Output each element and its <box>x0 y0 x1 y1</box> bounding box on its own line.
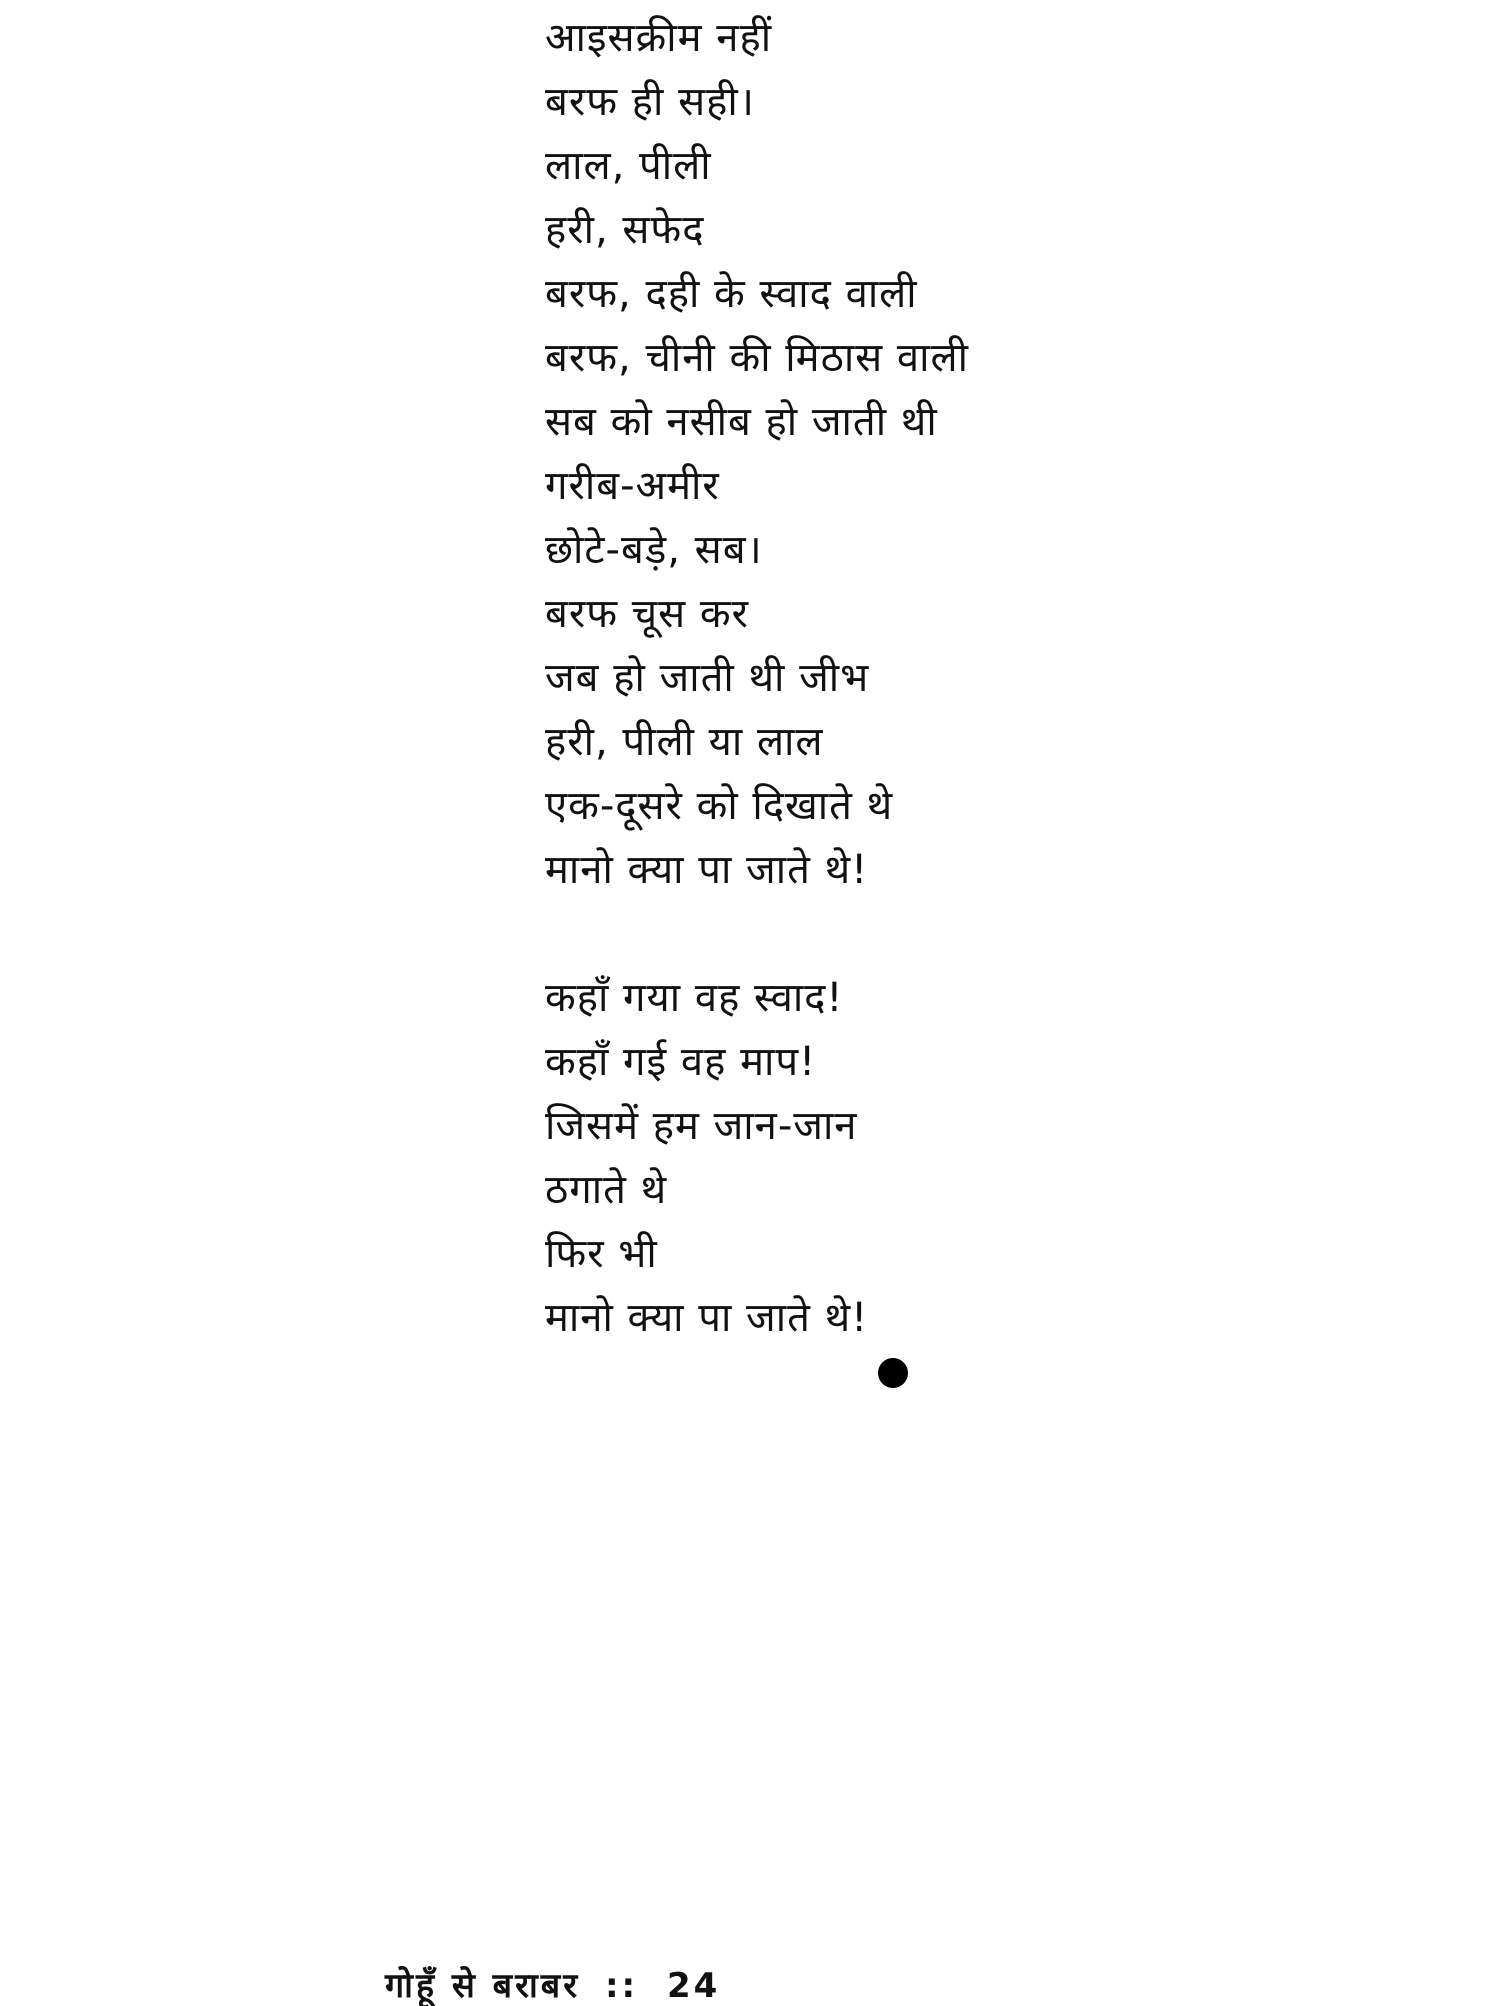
poem-line: बरफ, चीनी की मिठास वाली <box>545 335 970 381</box>
poem-line: ठगाते थे <box>545 1167 668 1213</box>
poem-line: मानो क्या पा जाते थे! <box>545 847 869 893</box>
page-number: 24 <box>667 1966 721 2006</box>
poem <box>545 6 1245 1350</box>
poem-line: बरफ, दही के स्वाद वाली <box>545 271 918 317</box>
poem-line: एक-दूसरे को दिखाते थे <box>545 783 894 829</box>
footer-separator: :: <box>604 1966 639 2006</box>
poem-line: हरी, पीली या लाल <box>545 719 824 765</box>
poem-line: फिर भी <box>545 1231 658 1277</box>
stanza-break <box>545 902 1245 966</box>
poem-line: आइसक्रीम नहीं <box>545 15 773 61</box>
poem-line: जब हो जाती थी जीभ <box>545 655 870 701</box>
poem-line: सब को नसीब हो जाती थी <box>545 399 938 445</box>
page-footer <box>385 1968 720 2004</box>
poem-line: गरीब-अमीर <box>545 463 720 509</box>
poem-line: जिसमें हम जान-जान <box>545 1103 858 1149</box>
poem-line: बरफ चूस कर <box>545 591 749 637</box>
poem-line: छोटे-बड़े, सब। <box>545 527 763 573</box>
poem-line: कहाँ गया वह स्वाद! <box>545 975 844 1021</box>
end-of-poem-bullet-icon <box>878 1358 908 1388</box>
poem-line: मानो क्या पा जाते थे! <box>545 1295 869 1341</box>
poem-stanza-1 <box>545 6 1245 902</box>
poem-line: हरी, सफेद <box>545 207 705 253</box>
poem-line: बरफ ही सही। <box>545 79 755 125</box>
poem-line: लाल, पीली <box>545 143 712 189</box>
footer-book-title: गोहूँ से बराबर <box>385 1966 581 2006</box>
poem-line: कहाँ गई वह माप! <box>545 1039 817 1085</box>
poem-stanza-2 <box>545 966 1245 1350</box>
